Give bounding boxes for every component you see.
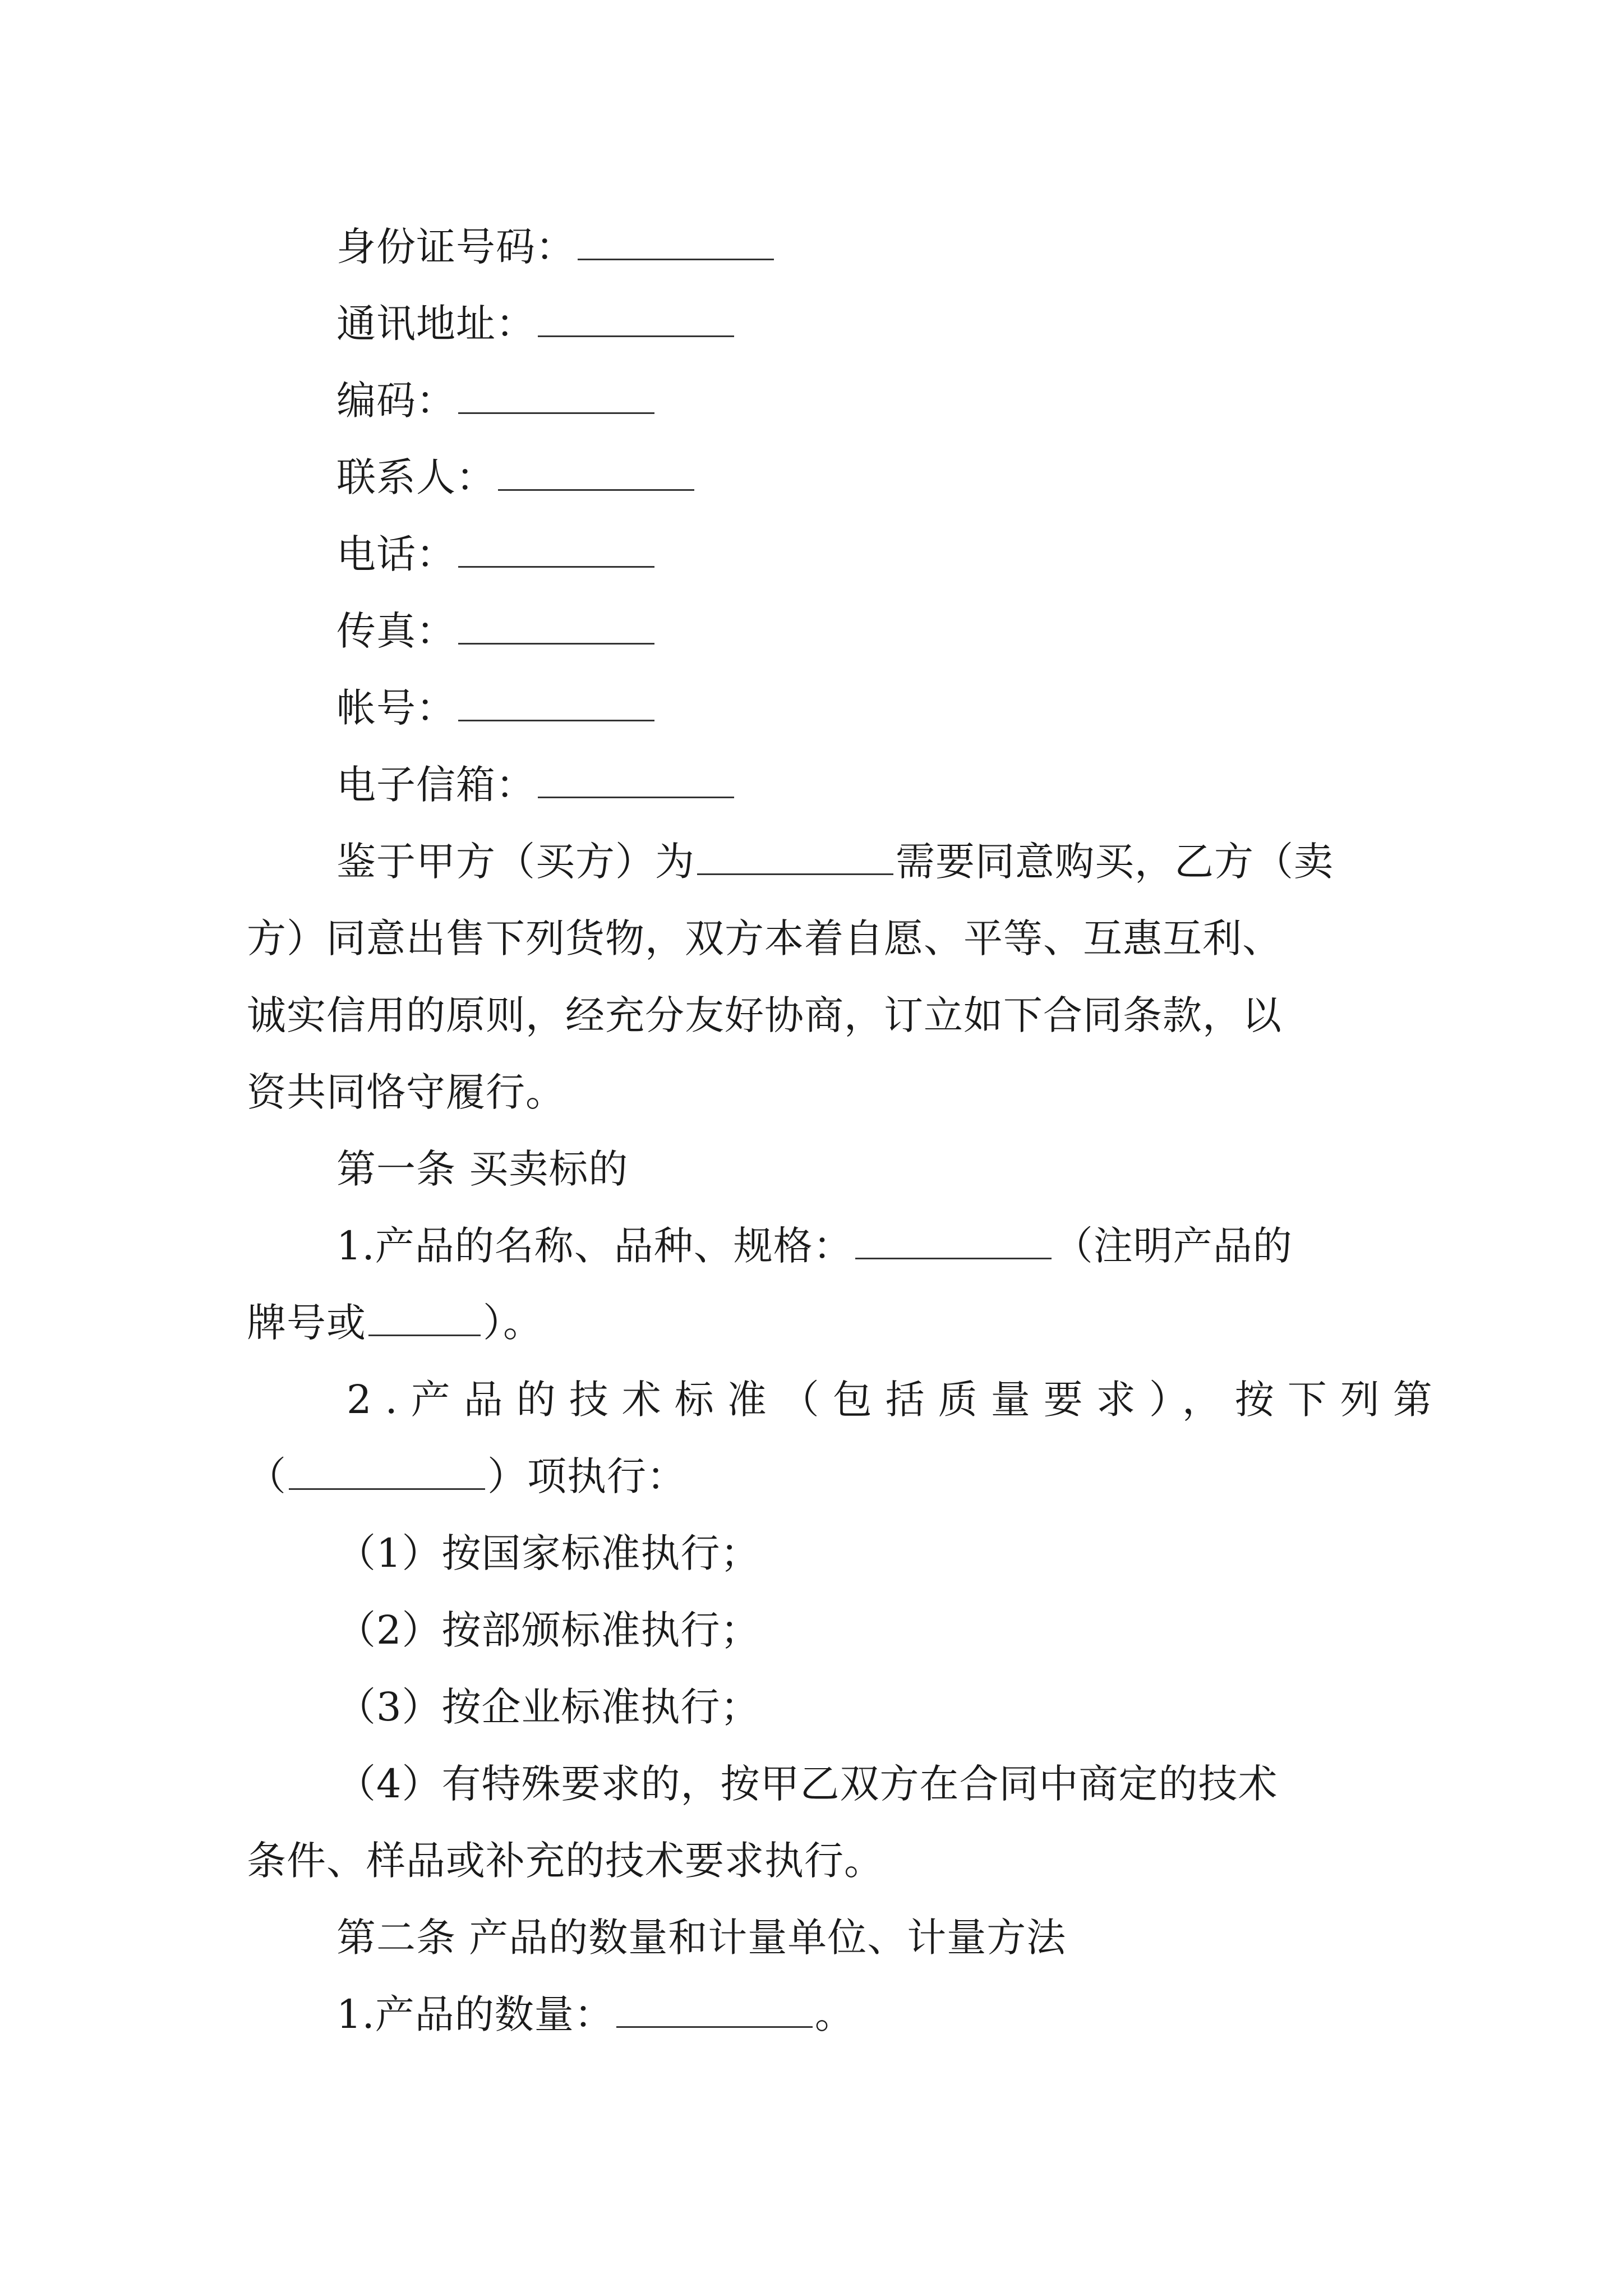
article-1-item-1 (247, 1208, 1385, 1285)
preamble-line-4: 资共同恪守履行。 (247, 1069, 565, 1115)
item-text: （ (247, 1453, 287, 1499)
blank-line (697, 871, 893, 875)
field-fax (247, 593, 1385, 670)
preamble-line-2: 方）同意出售下列货物，双方本着自愿、平等、互惠互利、 (247, 915, 1282, 961)
field-account (247, 670, 1385, 747)
blank-line (855, 1255, 1052, 1259)
article-1-item-2-cont (247, 1438, 1385, 1515)
field-id-number (247, 209, 1385, 286)
blank-line (616, 2024, 813, 2028)
preamble-text: 鉴于甲方（买方）为 (336, 839, 695, 885)
blank-line (538, 794, 734, 798)
item-text: 牌号或 (247, 1300, 366, 1346)
field-postcode (247, 362, 1385, 439)
preamble-line-3: 诚实信用的原则，经充分友好协商，订立如下合同条款，以 (247, 992, 1282, 1038)
item-text: （注明产品的 (1053, 1223, 1293, 1269)
option-2: （2）按部颁标准执行； (336, 1607, 760, 1653)
item-text: ）。 (483, 1300, 543, 1346)
option-3: （3）按企业标准执行； (336, 1684, 760, 1730)
field-label: 编码： (336, 378, 456, 424)
item-text: 1.产品的名称、品种、规格： (336, 1223, 853, 1269)
field-label: 电话： (336, 531, 456, 577)
field-label: 电子信箱： (336, 762, 536, 808)
blank-line (458, 641, 654, 645)
option-1: （1）按国家标准执行； (336, 1530, 760, 1576)
article-2-item-1 (247, 1976, 1385, 2053)
document-body (247, 209, 1446, 2053)
option-4-cont: 条件、样品或补充的技术要求执行。 (247, 1838, 884, 1884)
article-1-title: 第一条 买卖标的 (336, 1146, 629, 1192)
field-label: 传真： (336, 608, 456, 654)
preamble-line-1 (247, 823, 1385, 900)
blank-line (498, 487, 694, 491)
preamble-text: 需要同意购买，乙方（卖 (896, 839, 1334, 885)
item-text: 1.产品的数量： (336, 1991, 614, 2037)
article-1-item-2: 2.产品的技术标准（包括质量要求），按下列第 (347, 1377, 1446, 1423)
field-label: 帐号： (336, 685, 456, 731)
blank-line (458, 410, 654, 414)
blank-line (578, 256, 774, 260)
blank-line (458, 564, 654, 568)
blank-line (458, 717, 654, 721)
field-label: 身份证号码： (336, 224, 575, 270)
field-label: 联系人： (336, 454, 496, 500)
blank-line (289, 1486, 485, 1490)
field-label: 通讯地址： (336, 301, 536, 347)
field-address (247, 286, 1385, 362)
option-4: （4）有特殊要求的，按甲乙双方在合同中商定的技术 (336, 1761, 1278, 1807)
item-text: ）项执行： (487, 1453, 686, 1499)
field-contact (247, 439, 1385, 516)
item-text: 。 (814, 1991, 855, 2037)
blank-line (538, 333, 734, 337)
article-2-title: 第二条 产品的数量和计量单位、计量方法 (336, 1915, 1067, 1961)
article-1-item-1-cont (247, 1285, 1385, 1361)
field-phone (247, 516, 1385, 593)
field-email (247, 747, 1385, 823)
blank-line (368, 1332, 481, 1336)
